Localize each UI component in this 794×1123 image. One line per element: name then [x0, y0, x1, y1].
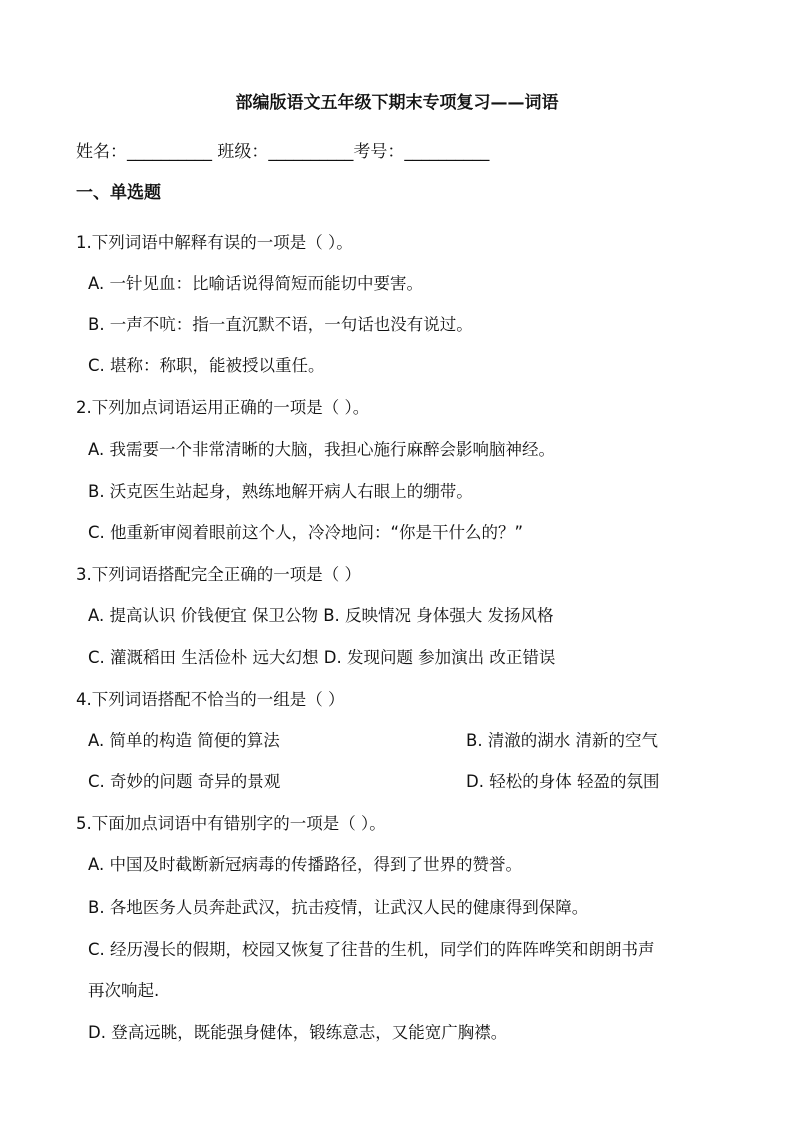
- question-1-option-c: C. 堪称：称职，能被授以重任。: [88, 356, 325, 375]
- question-5-option-d: D. 登高远眺，既能强身健体，锻练意志，又能宽广胸襟。: [88, 1023, 508, 1042]
- question-5-option-b: B. 各地医务人员奔赴武汉，抗击疫情，让武汉人民的健康得到保障。: [88, 898, 589, 917]
- question-1-option-a: A. 一针见血：比喻话说得简短而能切中要害。: [88, 274, 423, 293]
- question-3-options-cd: C. 灌溉稻田 生活俭朴 远大幻想 D. 发现问题 参加演出 改正错误: [88, 648, 556, 667]
- question-1-option-b: B. 一声不吭：指一直沉默不语，一句话也没有说过。: [88, 315, 473, 334]
- question-2-option-a: A. 我需要一个非常清晰的大脑，我担心施行麻醉会影响脑神经。: [88, 440, 555, 459]
- question-1-stem: 1.下列词语中解释有误的一项是（ ）。: [76, 233, 353, 252]
- section-heading: 一、单选题: [76, 183, 161, 203]
- question-4-option-c: C. 奇妙的问题 奇异的景观: [88, 772, 281, 791]
- question-4-option-a: A. 简单的构造 简便的算法: [88, 731, 280, 750]
- question-2-stem: 2.下列加点词语运用正确的一项是（ ）。: [76, 398, 370, 417]
- question-4-option-b: B. 清澈的湖水 清新的空气: [466, 731, 659, 750]
- document-title: 部编版语文五年级下期末专项复习——词语: [235, 93, 559, 113]
- question-5-option-c: C. 经历漫长的假期，校园又恢复了往昔的生机，同学们的阵阵哗笑和朗朗书声: [88, 940, 655, 959]
- question-4-stem: 4.下列词语搭配不恰当的一组是（ ）: [76, 690, 345, 709]
- question-5-stem: 5.下面加点词语中有错别字的一项是（ ）。: [76, 814, 386, 833]
- student-info-line: 姓名：__________ 班级：__________考号：__________: [76, 142, 490, 162]
- question-2-option-b: B. 沃克医生站起身，熟练地解开病人右眼上的绷带。: [88, 482, 473, 501]
- question-3-stem: 3.下列词语搭配完全正确的一项是（ ）: [76, 565, 361, 584]
- question-2-option-c: C. 他重新审阅着眼前这个人，冷冷地问：“你是干什么的？”: [88, 523, 524, 542]
- question-5-option-c-continued: 再次响起.: [88, 981, 160, 1000]
- question-5-option-a: A. 中国及时截断新冠病毒的传播路径，得到了世界的赞誉。: [88, 855, 522, 874]
- question-3-options-ab: A. 提高认识 价钱便宜 保卫公物 B. 反映情况 身体强大 发扬风格: [88, 606, 554, 625]
- question-4-option-d: D. 轻松的身体 轻盈的氛围: [466, 772, 660, 791]
